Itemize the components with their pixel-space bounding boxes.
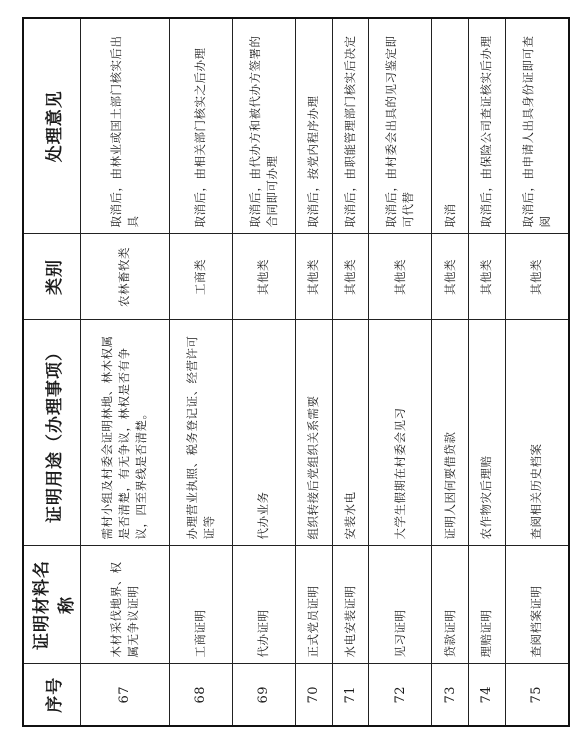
row-category: 其他类 [232,234,295,320]
row-purpose: 代办业务 [232,320,295,546]
row-opinion: 取消后，由村委会出具的见习鉴定即可代替 [369,18,432,234]
table-row [505,18,569,726]
row-serial-no: 67 [81,664,170,726]
table-row [169,18,232,726]
row-opinion: 取消后，由林业或国土部门核实后出具 [81,18,170,234]
row-material-name: 贷款证明 [432,546,469,664]
table-header-row [23,18,81,726]
row-material-name: 水电安装证明 [332,546,369,664]
row-purpose: 安装水电 [332,320,369,546]
row-purpose: 组织转接后党组织关系需要 [295,320,332,546]
row-material-name: 工商证明 [169,546,232,664]
row-opinion: 取消后，由职能管理部门核实后决定 [332,18,369,234]
row-serial-no: 70 [295,664,332,726]
row-serial-no: 73 [432,664,469,726]
row-opinion: 取消后，由保险公司查证核实后办理 [468,18,505,234]
row-opinion: 取消后，按党内程序办理 [295,18,332,234]
table-row [295,18,332,726]
row-opinion: 取消后，由申请人出具身份证即可查阅 [505,18,569,234]
row-purpose: 查阅相关历史档案 [505,320,569,546]
row-category: 其他类 [468,234,505,320]
table-row [432,18,469,726]
row-material-name: 代办证明 [232,546,295,664]
row-purpose: 证明人因何要借贷款 [432,320,469,546]
table-row [369,18,432,726]
row-opinion: 取消后，由相关部门核实之后办理 [169,18,232,234]
row-category: 其他类 [332,234,369,320]
row-material-name: 理赔证明 [468,546,505,664]
row-serial-no: 68 [169,664,232,726]
row-purpose: 大学生假期在村委会见习 [369,320,432,546]
row-purpose: 农作物灾后理赔 [468,320,505,546]
row-serial-no: 69 [232,664,295,726]
header-category: 类别 [23,234,81,320]
row-purpose: 办理营业执照、税务登记证、经营许可证等 [169,320,232,546]
table-row [332,18,369,726]
row-material-name: 正式党员证明 [295,546,332,664]
row-category: 其他类 [369,234,432,320]
table-row [468,18,505,726]
row-category: 其他类 [505,234,569,320]
header-material-name: 证明材料名称 [23,546,81,664]
certificate-table [22,17,570,727]
row-category: 其他类 [432,234,469,320]
row-material-name: 查阅档案证明 [505,546,569,664]
row-material-name: 木材采伐地界、权属无争议证明 [81,546,170,664]
row-opinion: 取消 [432,18,469,234]
header-opinion: 处理意见 [23,18,81,234]
table-body [81,18,570,726]
row-opinion: 取消后，由代办方和被代办方签署的合同即可办理 [232,18,295,234]
header-serial-no: 序号 [23,664,81,726]
row-serial-no: 75 [505,664,569,726]
row-serial-no: 71 [332,664,369,726]
header-purpose: 证明用途（办理事项） [23,320,81,546]
row-serial-no: 72 [369,664,432,726]
row-serial-no: 74 [468,664,505,726]
row-purpose: 需村小组及村委会证明林地、林木权属是否清楚，有无争议，林权是否有争议，四至界线是否清楚。 [81,320,170,546]
row-category: 农林畜牧类 [81,234,170,320]
table-row [232,18,295,726]
table-row [81,18,170,726]
row-category: 工商类 [169,234,232,320]
row-category: 其他类 [295,234,332,320]
row-material-name: 见习证明 [369,546,432,664]
